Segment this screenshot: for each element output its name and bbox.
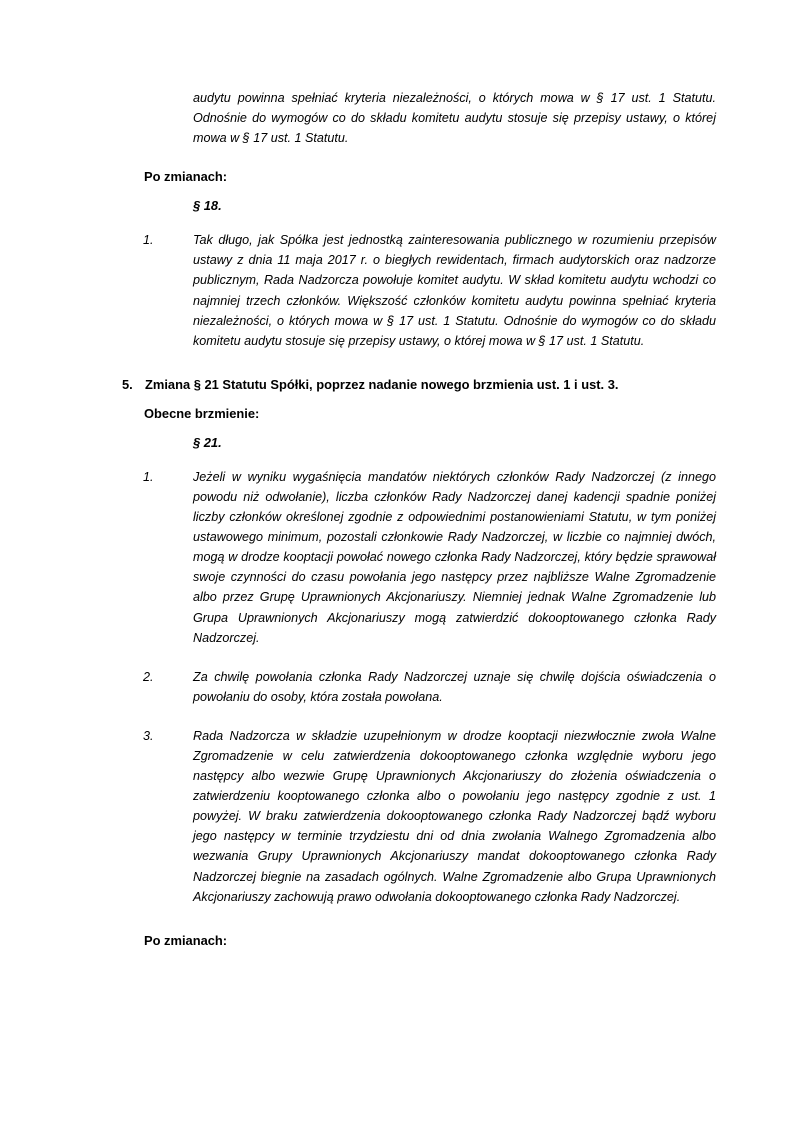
current-wording-heading: Obecne brzmienie: (144, 405, 260, 421)
continuation-paragraph: audytu powinna spełniać kryteria niezależności, o których mowa w § 17 ust. 1 Statutu. Odnośnie do wymogów co do składu komitetu audytu stosuje się przepisy ustawy, o której mowa w § 17 ust. 1 Statutu. (193, 91, 716, 146)
spacer (100, 216, 716, 230)
list-item-number: 1. (143, 233, 154, 248)
spacer (100, 707, 716, 726)
main-list-item (122, 375, 716, 395)
main-list-item-number: 5. (122, 376, 133, 392)
main-list-item-text: Zmiana § 21 Statutu Spółki, poprzez nadanie nowego brzmienia ust. 1 i ust. 3. (145, 376, 619, 392)
spacer (100, 351, 716, 375)
spacer (100, 148, 716, 167)
list-item-text: Tak długo, jak Spółka jest jednostką zainteresowania publicznego w rozumieniu przepisów ustawy z dnia 11 maja 2017 r. o biegłych rewidentach, firmach audytorskich oraz nadzorze publicznym, Rada Nadzorcza powołuje komitet audytu. W skład komitetu audytu wchodzi co najmniej trzech członków. Większość członków komitetu audytu powinna spełniać kryteria niezależności, o których mowa w § 17 ust. 1 Statutu. Odnośnie do wymogów co do składu komitetu audytu stosuje się przepisy ustawy, o której mowa w § 17 ust. 1 Statutu. (193, 233, 716, 348)
list-item-text: Jeżeli w wyniku wygaśnięcia mandatów niektórych członków Rady Nadzorczej (z innego powodu niż odwołanie), liczba członków Rady Nadzorczej danej kadencji spadnie poniżej liczby członków określonej zgodnie z odpowiednimi postanowieniami Statutu, w tym poniżej ustawowego minimum, pozostali członkowie Rady Nadzorczej, w liczbie co najmniej dwóch, mogą w drodze kooptacji powołać nowego członka Rady Nadzorczej, który będzie sprawował swoje czynności do czasu powołania jego następcy przez najbliższe Walne Zgromadzenie albo przez Grupę Uprawnionych Akcjonariuszy. Niemniej jednak Walne Zgromadzenie lub Grupa Uprawnionych Akcjonariuszy mogą zatwierdzić dokooptowanego członka Rady Nadzorczej. (193, 469, 716, 645)
list-item-text: Rada Nadzorcza w składzie uzupełnionym w drodze kooptacji niezwłocznie zwoła Walne Zgromadzenie w celu zatwierdzenia dokooptowanego członka względnie wyboru jego następcy albo wezwie Grupę Uprawnionych Akcjonariuszy do złożenia oświadczenia o zatwierdzeniu kooptowanego członka albo o powołaniu jego następcy zgodnie z ust. 1 powyżej. W braku zatwierdzenia dokooptowanego członka Rady Nadzorczej bądź wyboru jego następcy w terminie trzydziestu dni od dnia zwołania Walnego Zgromadzenia albo wezwania Grupy Uprawnionych Akcjonariuszy mandat dokooptowanego członka Rady Nadzorczej biegnie na zasadach ogólnych. Walne Zgromadzenie albo Grupa Uprawnionych Akcjonariuszy zachowują prawo odwołania dokooptowanego członka Rady Nadzorczej. (193, 728, 716, 904)
spacer (100, 395, 716, 404)
list-item (143, 467, 716, 648)
spacer (100, 907, 716, 931)
after-changes-heading: Po zmianach: (144, 169, 228, 185)
list-item-number: 1. (143, 469, 154, 484)
spacer (100, 453, 716, 467)
list-item (143, 230, 716, 351)
after-changes-heading: Po zmianach: (144, 932, 228, 948)
spacer (100, 187, 716, 196)
spacer (100, 424, 716, 433)
paragraph-marker-21: § 21. (193, 434, 222, 450)
list-item-text: Za chwilę powołania członka Rady Nadzorczej uznaje się chwilę dojścia oświadczenia o powołaniu do osoby, która została powołana. (193, 669, 716, 704)
list-item-number: 3. (143, 728, 154, 743)
list-item-number: 2. (143, 669, 154, 684)
list-item (143, 667, 716, 707)
paragraph-marker-18: § 18. (193, 198, 222, 214)
list-item (143, 726, 716, 907)
spacer (100, 648, 716, 667)
